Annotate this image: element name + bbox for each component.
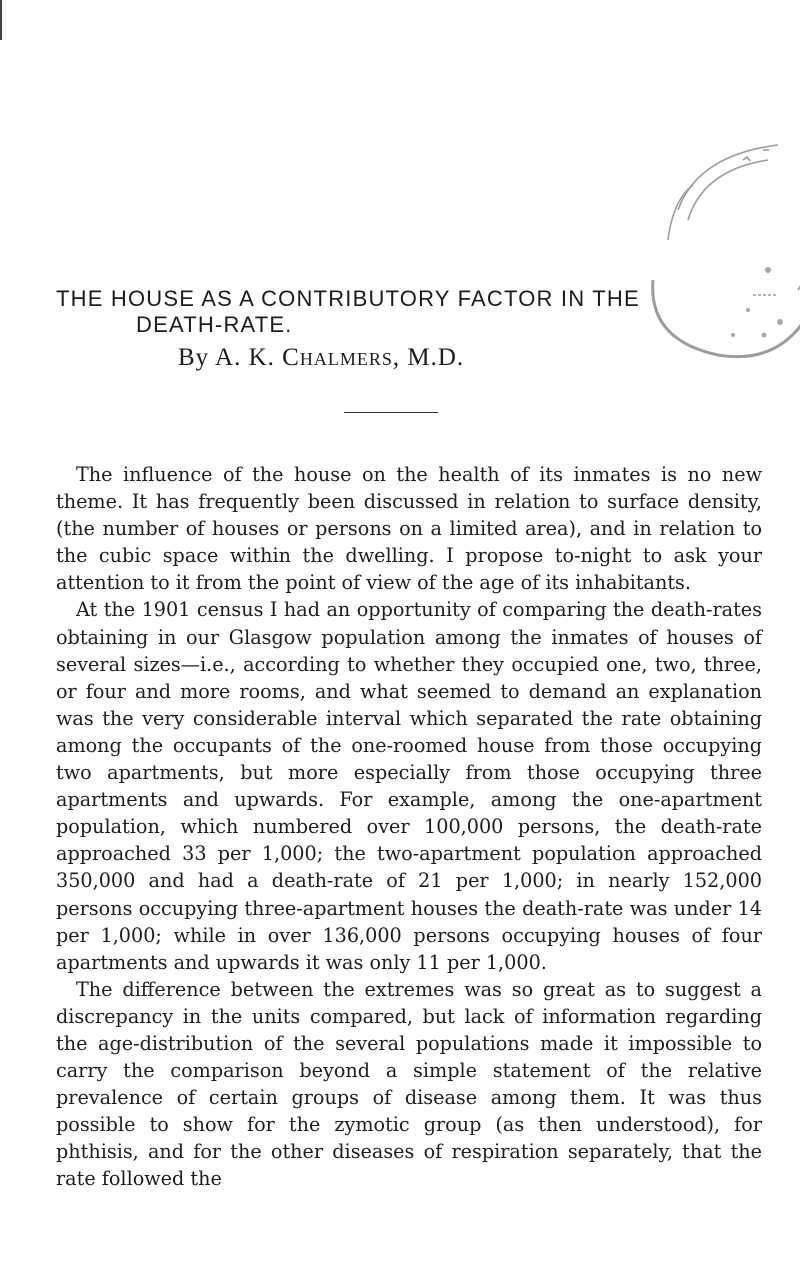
- author-byline: [178, 344, 464, 372]
- paragraph: At the 1901 census I had an opportunity of comparing the death-rates obtaining in our Glasgow population among the inmates of houses of several sizes—i.e., according to whether they occupied one, two, three, or four and more rooms, and what seemed to demand an explanation was the very considerable interval which separated the rate obtaining among the occupants of the one-roomed house from those occupying two apartments, but more especially from those occupying three apartments and upwards. For example, among the one-apartment population, which numbered over 100,000 persons, the death-rate approached 33 per 1,000; the two-apartment population approached 350,000 and had a death-rate of 21 per 1,000; in nearly 152,000 persons occupying three-apartment houses the death-rate was under 14 per 1,000; while in over 136,000 persons occupying houses of four apartments and upwards it was only 11 per 1,000.: [56, 598, 762, 974]
- byline-prefix: By A. K.: [178, 344, 275, 371]
- page-edge-mark: [0, 0, 2, 40]
- article-title: [56, 286, 640, 338]
- article-body: [56, 461, 762, 1193]
- title-line-2: DEATH-RATE.: [136, 312, 293, 337]
- title-line-1: THE HOUSE AS A CONTRIBUTORY FACTOR IN THE: [56, 286, 640, 311]
- author-name: Chalmers, M.D.: [282, 344, 465, 371]
- title-divider: [344, 412, 438, 413]
- paragraph: The influence of the house on the health of its inmates is no new theme. It has frequently been discussed in relation to surface density, (the number of houses or persons on a limited area), and in relation to the cubic space within the dwelling. I propose to-night to ask your attention to it from the point of view of the age of its inhabitants.: [56, 463, 762, 595]
- paragraph: The difference between the extremes was so great as to suggest a discrepancy in the units compared, but lack of information regarding the age-distribution of the several populations made it impossible to carry the comparison beyond a simple statement of the relative prevalence of certain groups of disease among them. It was thus possible to show for the zymotic group (as then understood), for phthisis, and for the other diseases of respiration separately, that the rate followed the: [56, 977, 762, 1191]
